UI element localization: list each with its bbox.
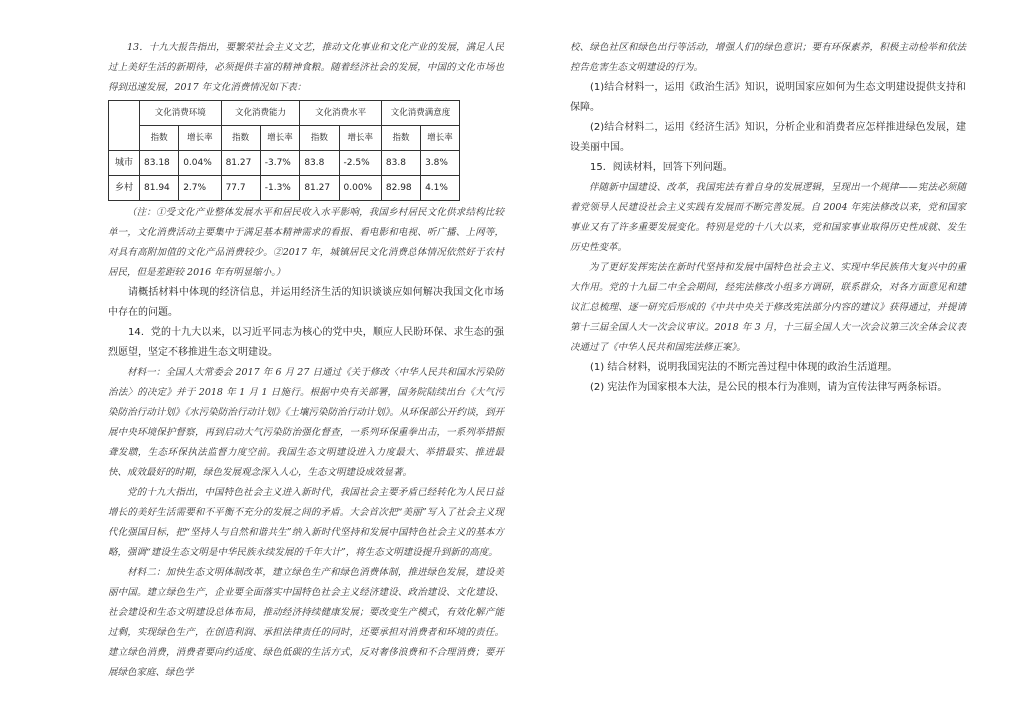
table-cell: 83.18 [140, 151, 179, 176]
table-cell: -1.3% [260, 176, 300, 201]
table-cell: 81.27 [300, 176, 339, 201]
table-subheader-row [109, 126, 460, 151]
right-column [570, 38, 966, 398]
table-cell: 81.27 [221, 151, 260, 176]
table-group-header: 文化消费水平 [300, 101, 382, 126]
q14-material-2-cont: 校、绿色社区和绿色出行等活动，增强人们的绿色意识；要有环保素养，积极主动检举和依法控告危害生态文明建设的行为。 [570, 42, 966, 73]
table-cell: 0.04% [179, 151, 221, 176]
table-group-header: 文化消费满意度 [381, 101, 459, 126]
q14-material-1-cont: 党的十九大指出，中国特色社会主义进入新时代，我国社会主要矛盾已经转化为人民日益增长的美好生活需要和不平衡不充分的发展之间的矛盾。大会首次把“美丽”写入了社会主义现代化强国目标，把“坚持人与自然和谐共生”纳入新时代坚持和发展中国特色社会主义的基本方略，强调“建设生态文明是中华民族永续发展的千年大计”，将生态文明建设提升到新的高度。 [108, 487, 504, 558]
table-row [109, 176, 460, 201]
table-subheader: 指数 [381, 126, 420, 151]
table-subheader: 指数 [300, 126, 339, 151]
q13-intro: 13．十九大报告指出，要繁荣社会主义文艺，推动文化事业和文化产业的发展，满足人民过上美好生活的新期待，必须提供丰富的精神食粮。随着经济社会的发展，中国的文化市场也得到迅速发展，2017 年文化消费情况如下表： [108, 42, 504, 93]
table-cell: -3.7% [260, 151, 300, 176]
table-group-header: 文化消费环境 [140, 101, 222, 126]
table-cell: 83.8 [300, 151, 339, 176]
q14-intro: 14．党的十九大以来，以习近平同志为核心的党中央，顺应人民盼环保、求生态的强烈愿望，坚定不移推进生态文明建设。 [108, 327, 504, 358]
table-cell: 83.8 [381, 151, 420, 176]
table-group-header: 文化消费能力 [221, 101, 300, 126]
q14-material-1: 材料一：全国人大常委会 2017 年 6 月 27 日通过《关于修改〈中华人民共和国水污染防治法〉的决定》并于 2018 年 1 月 1 日施行。根据中央有关部署，国务院陆续出台《大气污染防治行动计划》《水污染防治行动计划》《土壤污染防治行动计划》。从环保部公开约谈，到开展中央环境保护督察，再到启动大气污染防治强化督查，一系列环保重拳出击，一系列举措振聋发聩，生态环保执法监督力度空前。我国生态文明建设进入力度最大、举措最实、推进最快、成效最好的时期，绿色发展观念深入人心，生态文明建设成效显著。 [108, 367, 504, 478]
q15-sub-2: (2) 宪法作为国家根本大法，是公民的根本行为准则，请为宣传法律写两条标语。 [590, 382, 948, 393]
q15-intro: 15．阅读材料，回答下列问题。 [590, 162, 733, 173]
table-cell: 81.94 [140, 176, 179, 201]
table-subheader: 增长率 [260, 126, 300, 151]
table-row [109, 151, 460, 176]
table-subheader: 增长率 [179, 126, 221, 151]
table-cell: 77.7 [221, 176, 260, 201]
left-column [108, 38, 504, 683]
q15-sub-1: (1) 结合材料，说明我国宪法的不断完善过程中体现的政治生活道理。 [590, 362, 898, 373]
table-subheader: 增长率 [421, 126, 460, 151]
q13-question: 请概括材料中体现的经济信息，并运用经济生活的知识谈谈应如何解决我国文化市场中存在的问题。 [108, 287, 504, 318]
table-cell: 2.7% [179, 176, 221, 201]
table-cell: 0.00% [339, 176, 381, 201]
table-subheader: 指数 [221, 126, 260, 151]
table-note: （注：①受文化产业整体发展水平和居民收入水平影响，我国乡村居民文化供求结构比较单一，文化消费活动主要集中于满足基本精神需求的看报、看电影和电视、听广播、上网等，对具有高附加值的文化产品消费较少。②2017 年，城镇居民文化消费总体情况依然好于农村居民，但是差距较 2016 年有明显缩小。） [108, 207, 504, 278]
q15-paragraph-2: 为了更好发挥宪法在新时代坚持和发展中国特色社会主义、实现中华民族伟大复兴中的重大作用。党的十九届二中全会期间，经宪法修改小组多方调研，联系群众，对各方面意见和建议汇总梳理、逐一研究后形成的《中共中央关于修改宪法部分内容的建议》获得通过，并提请第十三届全国人大一次会议审议。2018 年 3 月，十三届全国人大一次会议第三次全体会议表决通过了《中华人民共和国宪法修正案》。 [570, 262, 966, 353]
table-subheader: 指数 [140, 126, 179, 151]
table-corner-cell [109, 101, 140, 151]
q15-paragraph-1: 伴随新中国建设、改革，我国宪法有着自身的发展逻辑，呈现出一个规律——宪法必须随着党领导人民建设社会主义实践有发展而不断完善发展。自 2004 年宪法修改以来，党和国家事业又有了许多重要发展变化。特别是党的十八大以来，党和国家事业取得历史性成就、发生历史性变革。 [570, 182, 966, 253]
table-group-header-row [109, 101, 460, 126]
table-cell: 3.8% [421, 151, 460, 176]
table-row-label: 乡村 [109, 176, 140, 201]
table-cell: 82.98 [381, 176, 420, 201]
table-cell: -2.5% [339, 151, 381, 176]
q14-sub-2: (2)结合材料二，运用《经济生活》知识，分析企业和消费者应怎样推进绿色发展，建设美丽中国。 [570, 122, 966, 153]
table-row-label: 城市 [109, 151, 140, 176]
culture-consumption-table [108, 100, 460, 201]
table-cell: 4.1% [421, 176, 460, 201]
table-subheader: 增长率 [339, 126, 381, 151]
q14-sub-1: (1)结合材料一，运用《政治生活》知识，说明国家应如何为生态文明建设提供支持和保障。 [570, 82, 966, 113]
q14-material-2: 材料二：加快生态文明体制改革，建立绿色生产和绿色消费体制，推进绿色发展，建设美丽中国。建立绿色生产，企业要全面落实中国特色社会主义经济建设、政治建设、文化建设、社会建设和生态文明建设总体布局，推动经济持续健康发展；要改变生产模式，有效化解产能过剩，实现绿色生产，在创造利润、承担法律责任的同时，还要承担对消费者和环境的责任。建立绿色消费，消费者要向约适度、绿色低碳的生活方式，反对奢侈浪费和不合理消费；要开展绿色家庭、绿色学 [108, 567, 504, 678]
